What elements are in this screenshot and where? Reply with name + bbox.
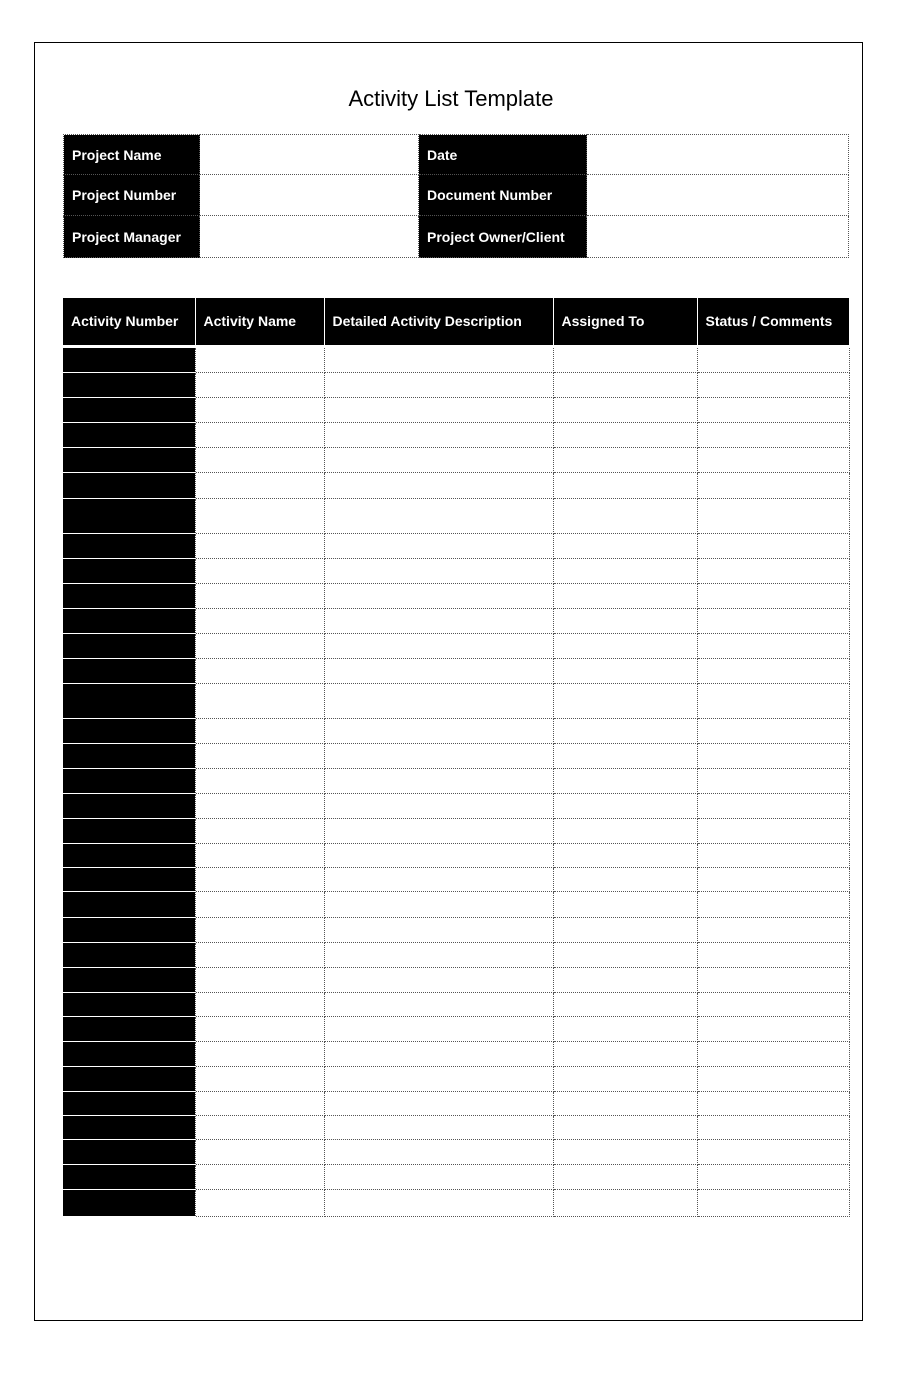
table-row — [63, 346, 849, 372]
project-number-field[interactable] — [200, 175, 419, 216]
activity-number-cell — [63, 633, 195, 658]
description-cell[interactable] — [324, 843, 553, 867]
activity-number-cell — [63, 1164, 195, 1189]
activity-number-cell — [63, 1016, 195, 1041]
status-comments-cell[interactable] — [697, 768, 849, 793]
assigned-to-cell[interactable] — [553, 843, 697, 867]
activity-name-cell[interactable] — [195, 942, 324, 967]
project-manager-field[interactable] — [200, 216, 419, 258]
activity-name-cell[interactable] — [195, 1016, 324, 1041]
activity-name-cell[interactable] — [195, 867, 324, 891]
assigned-to-cell[interactable] — [553, 1139, 697, 1164]
table-row — [63, 967, 849, 992]
status-comments-cell[interactable] — [697, 583, 849, 608]
activity-number-cell — [63, 608, 195, 633]
table-row — [63, 1091, 849, 1115]
activity-table-body — [63, 346, 849, 1216]
assigned-to-cell[interactable] — [553, 397, 697, 422]
activity-number-header: Activity Number — [63, 298, 195, 346]
assigned-to-cell[interactable] — [553, 633, 697, 658]
activity-number-cell — [63, 422, 195, 447]
activity-name-cell[interactable] — [195, 1139, 324, 1164]
status-comments-cell[interactable] — [697, 608, 849, 633]
assigned-to-cell[interactable] — [553, 1041, 697, 1066]
table-row — [63, 1189, 849, 1216]
status-comments-cell[interactable] — [697, 346, 849, 372]
table-row — [63, 867, 849, 891]
info-row — [64, 135, 849, 175]
activity-number-cell — [63, 346, 195, 372]
assigned-to-cell[interactable] — [553, 372, 697, 397]
activity-table — [63, 298, 850, 1217]
status-comments-cell[interactable] — [697, 683, 849, 718]
activity-number-cell — [63, 718, 195, 743]
status-comments-cell[interactable] — [697, 992, 849, 1016]
status-comments-cell[interactable] — [697, 422, 849, 447]
assigned-to-cell[interactable] — [553, 558, 697, 583]
activity-number-cell — [63, 397, 195, 422]
status-comments-cell[interactable] — [697, 1115, 849, 1139]
activity-number-cell — [63, 1139, 195, 1164]
description-cell[interactable] — [324, 683, 553, 718]
status-comments-cell[interactable] — [697, 372, 849, 397]
activity-name-cell[interactable] — [195, 743, 324, 768]
project-manager-label: Project Manager — [64, 216, 200, 258]
activity-name-cell[interactable] — [195, 917, 324, 942]
assigned-to-cell[interactable] — [553, 967, 697, 992]
description-cell[interactable] — [324, 818, 553, 843]
description-cell[interactable] — [324, 608, 553, 633]
description-cell[interactable] — [324, 422, 553, 447]
status-comments-cell[interactable] — [697, 498, 849, 533]
info-row — [64, 175, 849, 216]
status-comments-cell[interactable] — [697, 867, 849, 891]
activity-name-cell[interactable] — [195, 397, 324, 422]
description-cell[interactable] — [324, 743, 553, 768]
table-row — [63, 891, 849, 917]
activity-number-cell — [63, 683, 195, 718]
assigned-to-cell[interactable] — [553, 583, 697, 608]
assigned-to-cell[interactable] — [553, 1189, 697, 1216]
status-comments-cell[interactable] — [697, 818, 849, 843]
assigned-to-cell[interactable] — [553, 891, 697, 917]
assigned-to-cell[interactable] — [553, 768, 697, 793]
activity-number-cell — [63, 843, 195, 867]
activity-name-cell[interactable] — [195, 683, 324, 718]
table-row — [63, 942, 849, 967]
assigned-to-header: Assigned To — [553, 298, 697, 346]
description-cell[interactable] — [324, 346, 553, 372]
assigned-to-cell[interactable] — [553, 743, 697, 768]
table-row — [63, 683, 849, 718]
activity-number-cell — [63, 743, 195, 768]
status-comments-cell[interactable] — [697, 718, 849, 743]
activity-name-cell[interactable] — [195, 583, 324, 608]
table-row — [63, 818, 849, 843]
status-comments-cell[interactable] — [697, 1189, 849, 1216]
assigned-to-cell[interactable] — [553, 718, 697, 743]
activity-name-cell[interactable] — [195, 558, 324, 583]
assigned-to-cell[interactable] — [553, 533, 697, 558]
description-header: Detailed Activity Description — [324, 298, 553, 346]
activity-number-cell — [63, 867, 195, 891]
activity-number-cell — [63, 917, 195, 942]
table-row — [63, 793, 849, 818]
activity-number-cell — [63, 658, 195, 683]
description-cell[interactable] — [324, 917, 553, 942]
activity-name-cell[interactable] — [195, 818, 324, 843]
status-comments-cell[interactable] — [697, 472, 849, 498]
activity-number-cell — [63, 533, 195, 558]
project-owner-field[interactable] — [587, 216, 849, 258]
table-row — [63, 1041, 849, 1066]
activity-name-cell[interactable] — [195, 843, 324, 867]
project-number-label: Project Number — [64, 175, 200, 216]
description-cell[interactable] — [324, 793, 553, 818]
table-row — [63, 1016, 849, 1041]
assigned-to-cell[interactable] — [553, 658, 697, 683]
assigned-to-cell[interactable] — [553, 1066, 697, 1091]
status-comments-cell[interactable] — [697, 942, 849, 967]
status-comments-cell[interactable] — [697, 1164, 849, 1189]
description-cell[interactable] — [324, 447, 553, 472]
assigned-to-cell[interactable] — [553, 793, 697, 818]
table-row — [63, 917, 849, 942]
description-cell[interactable] — [324, 718, 553, 743]
table-row — [63, 1164, 849, 1189]
status-comments-cell[interactable] — [697, 843, 849, 867]
table-row — [63, 1115, 849, 1139]
activity-number-cell — [63, 891, 195, 917]
activity-name-cell[interactable] — [195, 1189, 324, 1216]
assigned-to-cell[interactable] — [553, 447, 697, 472]
status-comments-cell[interactable] — [697, 397, 849, 422]
status-comments-cell[interactable] — [697, 967, 849, 992]
assigned-to-cell[interactable] — [553, 867, 697, 891]
activity-name-cell[interactable] — [195, 608, 324, 633]
assigned-to-cell[interactable] — [553, 1091, 697, 1115]
activity-name-cell[interactable] — [195, 658, 324, 683]
activity-number-cell — [63, 1066, 195, 1091]
table-row — [63, 608, 849, 633]
activity-number-cell — [63, 447, 195, 472]
description-cell[interactable] — [324, 583, 553, 608]
description-cell[interactable] — [324, 658, 553, 683]
status-comments-cell[interactable] — [697, 633, 849, 658]
assigned-to-cell[interactable] — [553, 608, 697, 633]
activity-number-cell — [63, 372, 195, 397]
activity-number-cell — [63, 1115, 195, 1139]
assigned-to-cell[interactable] — [553, 472, 697, 498]
description-cell[interactable] — [324, 633, 553, 658]
description-cell[interactable] — [324, 558, 553, 583]
assigned-to-cell[interactable] — [553, 818, 697, 843]
description-cell[interactable] — [324, 397, 553, 422]
activity-header-row — [63, 298, 849, 346]
description-cell[interactable] — [324, 1164, 553, 1189]
status-comments-cell[interactable] — [697, 891, 849, 917]
status-comments-cell[interactable] — [697, 1066, 849, 1091]
status-comments-cell[interactable] — [697, 743, 849, 768]
activity-name-cell[interactable] — [195, 1041, 324, 1066]
table-row — [63, 447, 849, 472]
activity-number-cell — [63, 967, 195, 992]
table-row — [63, 372, 849, 397]
description-cell[interactable] — [324, 942, 553, 967]
activity-number-cell — [63, 1189, 195, 1216]
activity-number-cell — [63, 942, 195, 967]
activity-name-cell[interactable] — [195, 472, 324, 498]
activity-name-cell[interactable] — [195, 768, 324, 793]
document-title: Activity List Template — [348, 86, 554, 111]
activity-number-cell — [63, 793, 195, 818]
table-row — [63, 743, 849, 768]
table-row — [63, 992, 849, 1016]
project-owner-label: Project Owner/Client — [419, 216, 587, 258]
activity-name-cell[interactable] — [195, 1066, 324, 1091]
status-comments-header: Status / Comments — [697, 298, 849, 346]
activity-name-cell[interactable] — [195, 533, 324, 558]
description-cell[interactable] — [324, 472, 553, 498]
document-number-field[interactable] — [587, 175, 849, 216]
assigned-to-cell[interactable] — [553, 683, 697, 718]
description-cell[interactable] — [324, 1139, 553, 1164]
activity-number-cell — [63, 768, 195, 793]
description-cell[interactable] — [324, 891, 553, 917]
status-comments-cell[interactable] — [697, 793, 849, 818]
assigned-to-cell[interactable] — [553, 1164, 697, 1189]
activity-name-cell[interactable] — [195, 793, 324, 818]
assigned-to-cell[interactable] — [553, 1115, 697, 1139]
assigned-to-cell[interactable] — [553, 942, 697, 967]
project-name-label: Project Name — [64, 135, 200, 175]
description-cell[interactable] — [324, 768, 553, 793]
description-cell[interactable] — [324, 1091, 553, 1115]
table-row — [63, 768, 849, 793]
status-comments-cell[interactable] — [697, 1016, 849, 1041]
description-cell[interactable] — [324, 533, 553, 558]
activity-name-cell[interactable] — [195, 1091, 324, 1115]
table-row — [63, 533, 849, 558]
description-cell[interactable] — [324, 1066, 553, 1091]
description-cell[interactable] — [324, 1189, 553, 1216]
activity-number-cell — [63, 558, 195, 583]
date-label: Date — [419, 135, 587, 175]
activity-name-cell[interactable] — [195, 447, 324, 472]
table-row — [63, 583, 849, 608]
status-comments-cell[interactable] — [697, 1139, 849, 1164]
activity-number-cell — [63, 1041, 195, 1066]
assigned-to-cell[interactable] — [553, 498, 697, 533]
activity-name-cell[interactable] — [195, 1115, 324, 1139]
activity-name-cell[interactable] — [195, 891, 324, 917]
activity-number-cell — [63, 472, 195, 498]
table-row — [63, 843, 849, 867]
activity-number-cell — [63, 1091, 195, 1115]
assigned-to-cell[interactable] — [553, 422, 697, 447]
assigned-to-cell[interactable] — [553, 346, 697, 372]
activity-number-cell — [63, 818, 195, 843]
description-cell[interactable] — [324, 992, 553, 1016]
info-row — [64, 216, 849, 258]
description-cell[interactable] — [324, 1016, 553, 1041]
activity-name-cell[interactable] — [195, 422, 324, 447]
activity-name-cell[interactable] — [195, 498, 324, 533]
table-row — [63, 633, 849, 658]
assigned-to-cell[interactable] — [553, 1016, 697, 1041]
table-row — [63, 1139, 849, 1164]
table-row — [63, 422, 849, 447]
activity-number-cell — [63, 583, 195, 608]
activity-name-cell[interactable] — [195, 1164, 324, 1189]
status-comments-cell[interactable] — [697, 917, 849, 942]
project-info-table — [63, 134, 849, 258]
description-cell[interactable] — [324, 867, 553, 891]
table-row — [63, 558, 849, 583]
status-comments-cell[interactable] — [697, 533, 849, 558]
status-comments-cell[interactable] — [697, 1041, 849, 1066]
table-row — [63, 397, 849, 422]
table-row — [63, 1066, 849, 1091]
activity-name-cell[interactable] — [195, 992, 324, 1016]
table-row — [63, 658, 849, 683]
description-cell[interactable] — [324, 1041, 553, 1066]
assigned-to-cell[interactable] — [553, 992, 697, 1016]
activity-name-header: Activity Name — [195, 298, 324, 346]
description-cell[interactable] — [324, 498, 553, 533]
assigned-to-cell[interactable] — [553, 917, 697, 942]
status-comments-cell[interactable] — [697, 658, 849, 683]
activity-name-cell[interactable] — [195, 967, 324, 992]
activity-name-cell[interactable] — [195, 346, 324, 372]
table-row — [63, 718, 849, 743]
status-comments-cell[interactable] — [697, 558, 849, 583]
status-comments-cell[interactable] — [697, 447, 849, 472]
activity-number-cell — [63, 498, 195, 533]
table-row — [63, 498, 849, 533]
activity-name-cell[interactable] — [195, 372, 324, 397]
table-row — [63, 472, 849, 498]
activity-name-cell[interactable] — [195, 718, 324, 743]
date-field[interactable] — [587, 135, 849, 175]
activity-name-cell[interactable] — [195, 633, 324, 658]
project-name-field[interactable] — [200, 135, 419, 175]
description-cell[interactable] — [324, 967, 553, 992]
activity-number-cell — [63, 992, 195, 1016]
description-cell[interactable] — [324, 1115, 553, 1139]
document-number-label: Document Number — [419, 175, 587, 216]
description-cell[interactable] — [324, 372, 553, 397]
status-comments-cell[interactable] — [697, 1091, 849, 1115]
